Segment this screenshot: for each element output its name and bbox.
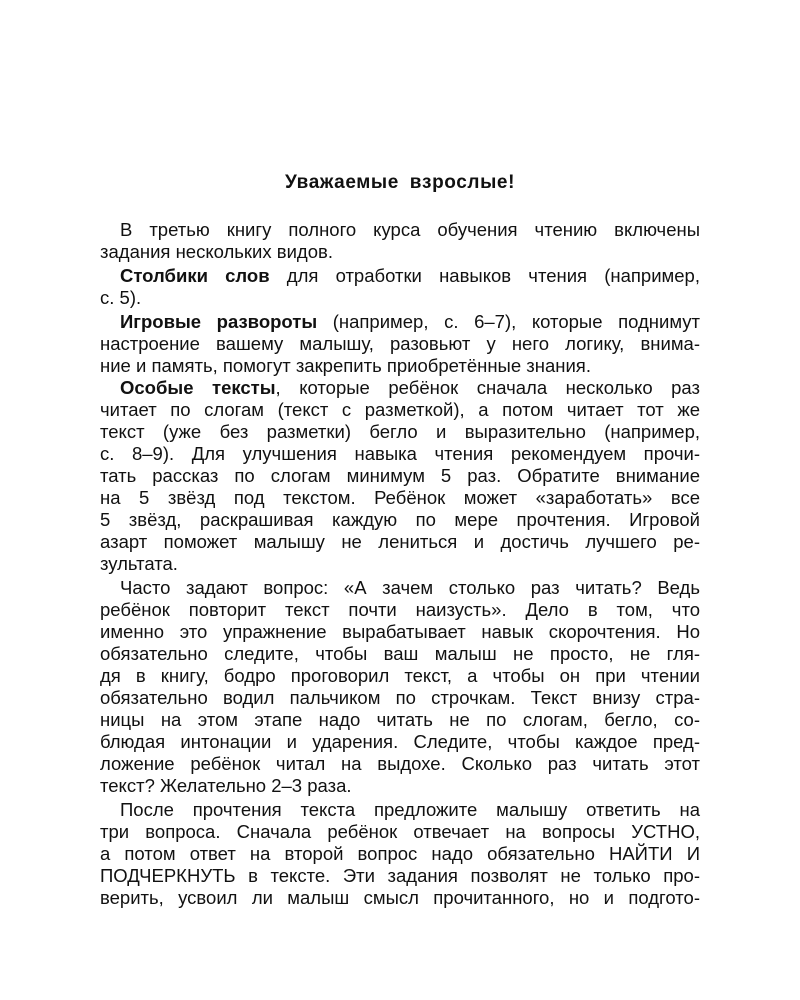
text-line: а потом ответ на второй вопрос надо обязательно НАЙТИ И: [100, 843, 700, 864]
text-line: ребёнок повторит текст почти наизусть». Дело в том, что: [100, 599, 700, 620]
text-line: с. 5).: [100, 287, 142, 308]
text-line: с. 8–9). Для улучшения навыка чтения рекомендуем прочи-: [100, 443, 700, 464]
bold-term: Игровые развороты: [120, 311, 318, 332]
text-line: блюдая интонации и ударения. Следите, чтобы каждое пред-: [100, 731, 700, 752]
text-line: читает по слогам (текст с разметкой), а потом читает тот же: [100, 399, 700, 420]
text-line: тать рассказ по слогам минимум 5 раз. Обратите внимание: [100, 465, 700, 486]
text-line: обязательно водил пальчиком по строчкам. Текст внизу стра-: [100, 687, 700, 708]
text-line: ложение ребёнок читал на выдохе. Сколько раз читать этот: [100, 753, 700, 774]
text-line: Часто задают вопрос: «А зачем столько раз читать? Ведь: [120, 577, 700, 598]
text-line: Особые тексты, которые ребёнок сначала несколько раз: [120, 377, 700, 398]
text-line: именно это упражнение вырабатывает навык скорочтения. Но: [100, 621, 700, 642]
text-line: ние и память, помогут закрепить приобретённые знания.: [100, 355, 591, 376]
text-line: текст (уже без разметки) бегло и выразительно (например,: [100, 421, 700, 442]
text-line: настроение вашему малышу, разовьют у него логику, внима-: [100, 333, 700, 354]
text-line: задания нескольких видов.: [100, 241, 333, 262]
text-line: три вопроса. Сначала ребёнок отвечает на вопросы УСТНО,: [100, 821, 700, 842]
text-line: зультата.: [100, 553, 178, 574]
text-line: Игровые развороты (например, с. 6–7), которые поднимут: [120, 311, 700, 332]
text-line: В третью книгу полного курса обучения чтению включены: [120, 219, 700, 240]
text-line: Столбики слов для отработки навыков чтения (например,: [120, 265, 700, 286]
text-line: дя в книгу, бодро проговорил текст, а чтобы он при чтении: [100, 665, 700, 686]
text-line: После прочтения текста предложите малышу ответить на: [120, 799, 700, 820]
text-line: на 5 звёзд под текстом. Ребёнок может «заработать» все: [100, 487, 700, 508]
text-line: азарт поможет малышу не лениться и достичь лучшего ре-: [100, 531, 700, 552]
text-line: ПОДЧЕРКНУТЬ в тексте. Эти задания позволят не только про-: [100, 865, 700, 886]
bold-term: Столбики слов: [120, 265, 270, 286]
text-line: верить, усвоил ли малыш смысл прочитанного, но и подгото-: [100, 887, 700, 908]
page-title: Уважаемые взрослые!: [284, 172, 516, 193]
bold-term: Особые тексты: [120, 377, 276, 398]
text-line: ницы на этом этапе надо читать не по слогам, бегло, со-: [100, 709, 700, 730]
text-line: 5 звёзд, раскрашивая каждую по мере прочтения. Игровой: [100, 509, 700, 530]
text-line: обязательно следите, чтобы ваш малыш не просто, не гля-: [100, 643, 700, 664]
text-line: текст? Желательно 2–3 раза.: [100, 775, 352, 796]
